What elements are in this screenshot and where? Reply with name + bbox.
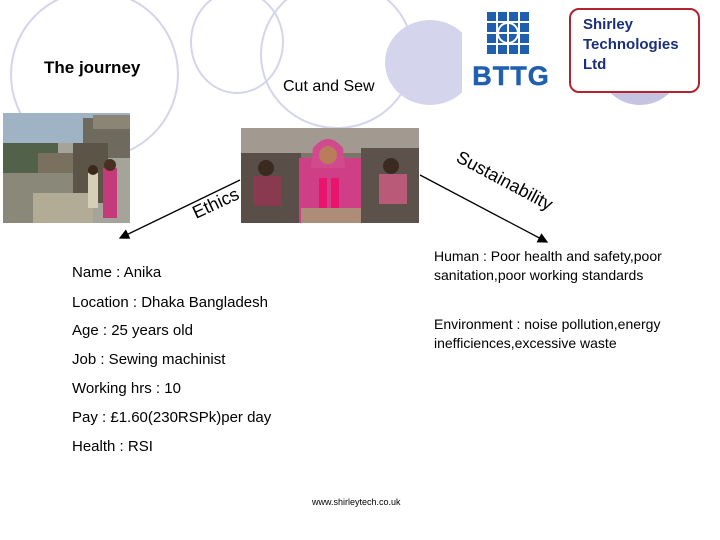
profile-job: Job : Sewing machinist — [72, 351, 226, 368]
ethics-label: Ethics — [189, 183, 243, 223]
human-impact-note: Human : Poor health and safety,poor sanitation,poor working standards — [434, 248, 662, 283]
sustainability-label: Sustainability — [453, 146, 557, 215]
profile-hours: Working hrs : 10 — [72, 380, 181, 397]
bttg-logo-text: BTTG — [472, 61, 550, 91]
profile-name: Name : Anika — [72, 264, 162, 281]
shirley-logo-line-2: Technologies — [583, 36, 679, 53]
slide-title: The journey — [44, 58, 141, 77]
shirley-logo-line-3: Ltd — [583, 56, 607, 73]
profile-age: Age : 25 years old — [72, 322, 193, 339]
environment-impact-note: Environment : noise pollution,energy inefficiences,excessive waste — [434, 316, 661, 351]
stage-label: Cut and Sew — [283, 78, 375, 95]
profile-health: Health : RSI — [72, 438, 153, 455]
footer-url: www.shirleytech.co.uk — [312, 497, 401, 507]
profile-location: Location : Dhaka Bangladesh — [72, 294, 268, 311]
shirley-logo-line-1: Shirley — [583, 16, 634, 33]
profile-pay: Pay : £1.60(230RSPk)per day — [72, 409, 272, 426]
